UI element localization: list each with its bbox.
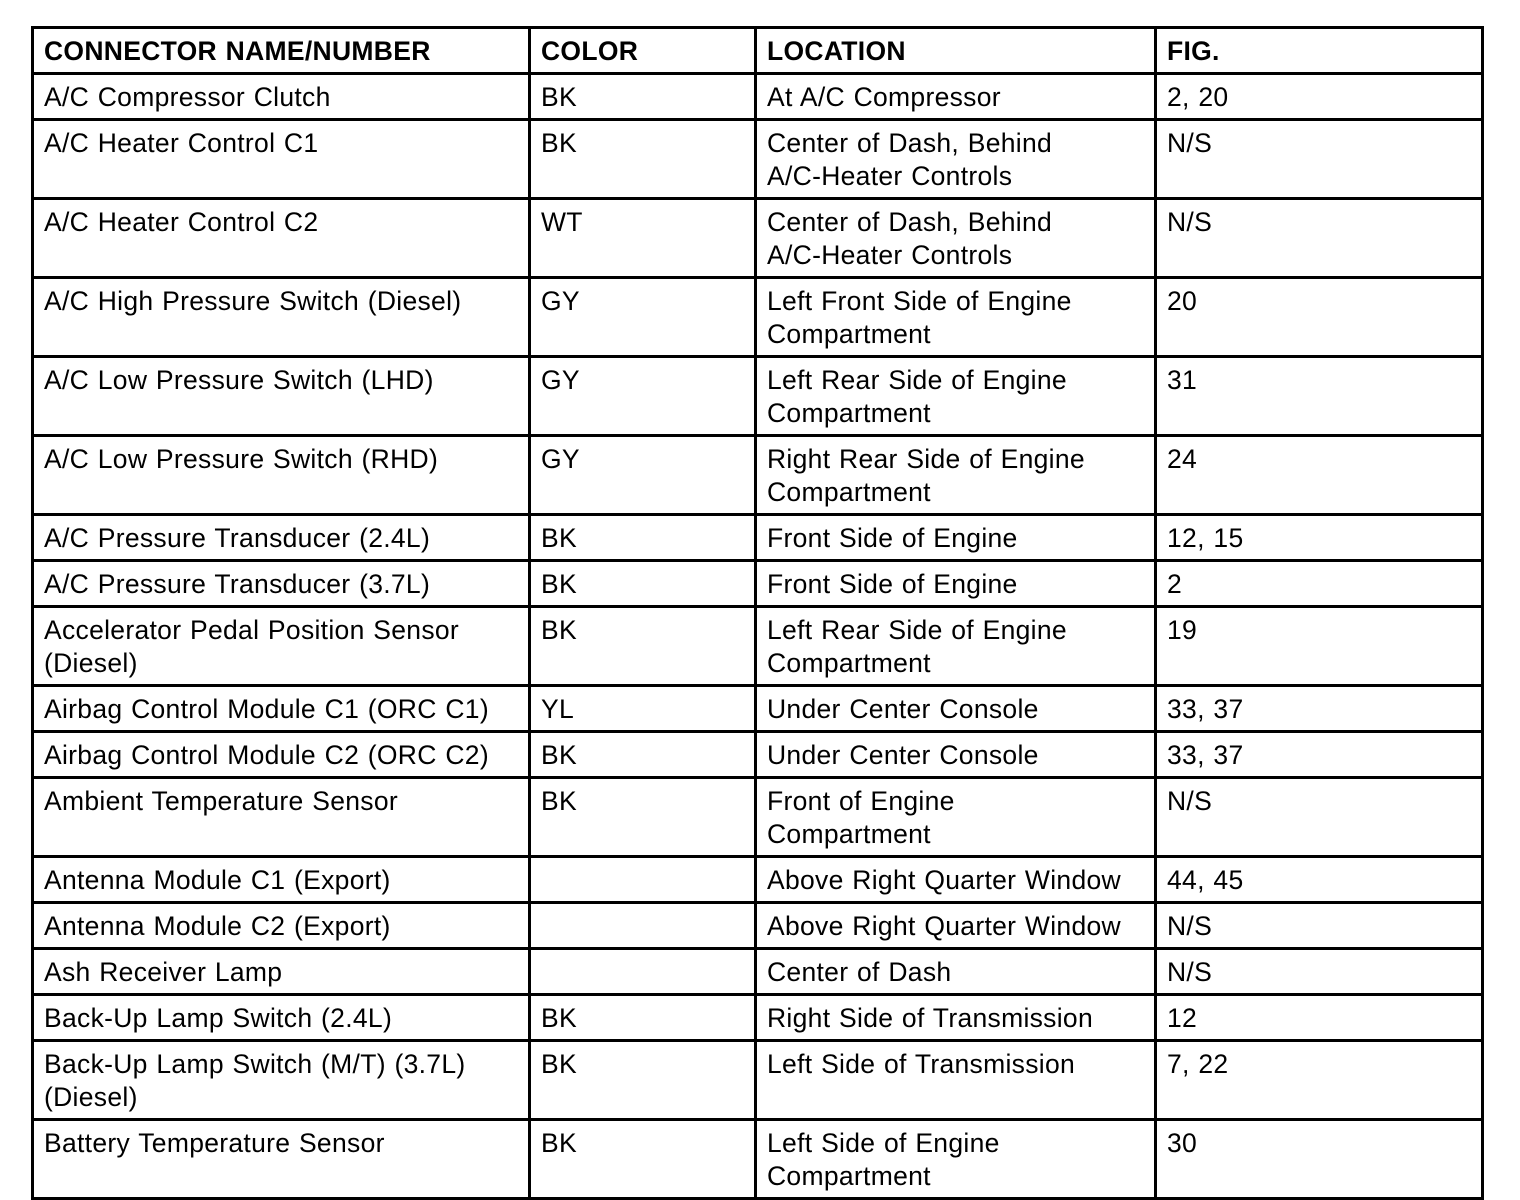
cell-location-line: Compartment bbox=[767, 477, 931, 507]
header-connector-name: CONNECTOR NAME/NUMBER bbox=[33, 28, 530, 74]
table-row bbox=[33, 120, 1483, 199]
cell-location-line: Center of Dash, Behind bbox=[767, 128, 1053, 158]
cell-fig: N/S bbox=[1156, 778, 1483, 857]
cell-connector-name-line: A/C Heater Control C1 bbox=[44, 128, 319, 158]
cell-location-line: A/C-Heater Controls bbox=[767, 161, 1013, 191]
cell-connector-name bbox=[33, 278, 530, 357]
table-row bbox=[33, 278, 1483, 357]
cell-connector-name bbox=[33, 778, 530, 857]
cell-color: GY bbox=[530, 436, 756, 515]
cell-connector-name-line: Airbag Control Module C1 (ORC C1) bbox=[44, 694, 489, 724]
cell-location-line: A/C-Heater Controls bbox=[767, 240, 1013, 270]
cell-location bbox=[756, 903, 1156, 949]
cell-connector-name-line: A/C Pressure Transducer (3.7L) bbox=[44, 569, 431, 599]
cell-location-line: Compartment bbox=[767, 319, 931, 349]
cell-location bbox=[756, 120, 1156, 199]
cell-location-line: Left Side of Transmission bbox=[767, 1049, 1076, 1079]
table-row bbox=[33, 436, 1483, 515]
cell-location-line: Compartment bbox=[767, 819, 931, 849]
cell-location-line: Front Side of Engine bbox=[767, 569, 1018, 599]
cell-connector-name-line: Ambient Temperature Sensor bbox=[44, 786, 398, 816]
cell-fig: 20 bbox=[1156, 278, 1483, 357]
cell-color: BK bbox=[530, 607, 756, 686]
cell-connector-name-line: Back-Up Lamp Switch (M/T) (3.7L) bbox=[44, 1049, 466, 1079]
cell-location-line: Compartment bbox=[767, 648, 931, 678]
cell-connector-name bbox=[33, 857, 530, 903]
table-row bbox=[33, 515, 1483, 561]
cell-fig: N/S bbox=[1156, 199, 1483, 278]
cell-connector-name-line: Back-Up Lamp Switch (2.4L) bbox=[44, 1003, 393, 1033]
cell-location bbox=[756, 607, 1156, 686]
cell-color: GY bbox=[530, 278, 756, 357]
cell-location-line: Center of Dash, Behind bbox=[767, 207, 1053, 237]
cell-location bbox=[756, 949, 1156, 995]
cell-location bbox=[756, 436, 1156, 515]
cell-location bbox=[756, 357, 1156, 436]
cell-connector-name-line: Accelerator Pedal Position Sensor bbox=[44, 615, 460, 645]
cell-connector-name-line: A/C High Pressure Switch (Diesel) bbox=[44, 286, 462, 316]
cell-location bbox=[756, 199, 1156, 278]
cell-fig: 24 bbox=[1156, 436, 1483, 515]
cell-location bbox=[756, 778, 1156, 857]
cell-color: WT bbox=[530, 199, 756, 278]
table-row bbox=[33, 903, 1483, 949]
cell-location-line: Compartment bbox=[767, 398, 931, 428]
cell-connector-name-line: A/C Heater Control C2 bbox=[44, 207, 319, 237]
cell-connector-name-line: A/C Low Pressure Switch (RHD) bbox=[44, 444, 439, 474]
cell-location bbox=[756, 278, 1156, 357]
cell-color bbox=[530, 949, 756, 995]
cell-location-line: Center of Dash bbox=[767, 957, 952, 987]
cell-fig: 2, 20 bbox=[1156, 74, 1483, 120]
table-row bbox=[33, 686, 1483, 732]
cell-connector-name bbox=[33, 903, 530, 949]
cell-connector-name-line: A/C Pressure Transducer (2.4L) bbox=[44, 523, 431, 553]
table-row bbox=[33, 949, 1483, 995]
cell-connector-name bbox=[33, 686, 530, 732]
cell-connector-name bbox=[33, 561, 530, 607]
cell-location-line: Above Right Quarter Window bbox=[767, 911, 1121, 941]
cell-connector-name-line: (Diesel) bbox=[44, 648, 138, 678]
cell-connector-name-line: Airbag Control Module C2 (ORC C2) bbox=[44, 740, 489, 770]
cell-connector-name bbox=[33, 1041, 530, 1120]
cell-location-line: Left Front Side of Engine bbox=[767, 286, 1072, 316]
cell-connector-name bbox=[33, 199, 530, 278]
cell-fig: N/S bbox=[1156, 949, 1483, 995]
cell-connector-name-line: Ash Receiver Lamp bbox=[44, 957, 283, 987]
cell-location-line: Right Side of Transmission bbox=[767, 1003, 1093, 1033]
cell-location-line: Under Center Console bbox=[767, 694, 1039, 724]
table-body bbox=[33, 74, 1483, 1199]
cell-fig: 12, 15 bbox=[1156, 515, 1483, 561]
table-row bbox=[33, 1120, 1483, 1199]
cell-connector-name-line: Battery Temperature Sensor bbox=[44, 1128, 385, 1158]
cell-fig: 33, 37 bbox=[1156, 686, 1483, 732]
cell-fig: N/S bbox=[1156, 903, 1483, 949]
table-row bbox=[33, 732, 1483, 778]
cell-fig: N/S bbox=[1156, 120, 1483, 199]
cell-color: BK bbox=[530, 732, 756, 778]
cell-color: BK bbox=[530, 74, 756, 120]
cell-fig: 12 bbox=[1156, 995, 1483, 1041]
cell-connector-name bbox=[33, 357, 530, 436]
cell-location bbox=[756, 1041, 1156, 1120]
table-row bbox=[33, 1041, 1483, 1120]
header-fig: FIG. bbox=[1156, 28, 1483, 74]
cell-connector-name bbox=[33, 949, 530, 995]
cell-location-line: Under Center Console bbox=[767, 740, 1039, 770]
cell-location bbox=[756, 561, 1156, 607]
cell-color: BK bbox=[530, 778, 756, 857]
cell-connector-name bbox=[33, 995, 530, 1041]
table-row bbox=[33, 857, 1483, 903]
cell-location bbox=[756, 515, 1156, 561]
cell-connector-name bbox=[33, 436, 530, 515]
cell-fig: 19 bbox=[1156, 607, 1483, 686]
cell-color: BK bbox=[530, 1041, 756, 1120]
cell-fig: 7, 22 bbox=[1156, 1041, 1483, 1120]
cell-color: BK bbox=[530, 120, 756, 199]
cell-location-line: Front Side of Engine bbox=[767, 523, 1018, 553]
cell-color: YL bbox=[530, 686, 756, 732]
cell-connector-name-line: (Diesel) bbox=[44, 1082, 138, 1112]
cell-connector-name-line: A/C Low Pressure Switch (LHD) bbox=[44, 365, 434, 395]
cell-connector-name-line: Antenna Module C1 (Export) bbox=[44, 865, 391, 895]
cell-fig: 33, 37 bbox=[1156, 732, 1483, 778]
cell-location-line: Left Side of Engine bbox=[767, 1128, 1000, 1158]
cell-fig: 2 bbox=[1156, 561, 1483, 607]
cell-color bbox=[530, 857, 756, 903]
cell-color: BK bbox=[530, 995, 756, 1041]
header-location: LOCATION bbox=[756, 28, 1156, 74]
cell-color: BK bbox=[530, 1120, 756, 1199]
cell-location-line: Above Right Quarter Window bbox=[767, 865, 1121, 895]
cell-location-line: Front of Engine bbox=[767, 786, 955, 816]
cell-color: BK bbox=[530, 561, 756, 607]
table-row bbox=[33, 607, 1483, 686]
table-row bbox=[33, 561, 1483, 607]
header-row bbox=[33, 28, 1483, 74]
cell-fig: 30 bbox=[1156, 1120, 1483, 1199]
cell-location-line: At A/C Compressor bbox=[767, 82, 1001, 112]
cell-connector-name bbox=[33, 74, 530, 120]
cell-color bbox=[530, 903, 756, 949]
cell-location-line: Left Rear Side of Engine bbox=[767, 615, 1067, 645]
cell-location bbox=[756, 857, 1156, 903]
cell-connector-name bbox=[33, 732, 530, 778]
header-color: COLOR bbox=[530, 28, 756, 74]
cell-location bbox=[756, 686, 1156, 732]
cell-connector-name bbox=[33, 607, 530, 686]
cell-fig: 44, 45 bbox=[1156, 857, 1483, 903]
table-row bbox=[33, 778, 1483, 857]
cell-connector-name bbox=[33, 515, 530, 561]
cell-location-line: Compartment bbox=[767, 1161, 931, 1191]
cell-location-line: Left Rear Side of Engine bbox=[767, 365, 1067, 395]
cell-location bbox=[756, 732, 1156, 778]
cell-color: GY bbox=[530, 357, 756, 436]
cell-connector-name-line: A/C Compressor Clutch bbox=[44, 82, 331, 112]
cell-connector-name bbox=[33, 120, 530, 199]
connector-table bbox=[31, 26, 1484, 1200]
table-header bbox=[33, 28, 1483, 74]
cell-fig: 31 bbox=[1156, 357, 1483, 436]
cell-color: BK bbox=[530, 515, 756, 561]
table-row bbox=[33, 995, 1483, 1041]
cell-location bbox=[756, 74, 1156, 120]
cell-connector-name bbox=[33, 1120, 530, 1199]
cell-location bbox=[756, 995, 1156, 1041]
cell-location bbox=[756, 1120, 1156, 1199]
table-row bbox=[33, 74, 1483, 120]
table-row bbox=[33, 199, 1483, 278]
table-row bbox=[33, 357, 1483, 436]
cell-connector-name-line: Antenna Module C2 (Export) bbox=[44, 911, 391, 941]
cell-location-line: Right Rear Side of Engine bbox=[767, 444, 1085, 474]
